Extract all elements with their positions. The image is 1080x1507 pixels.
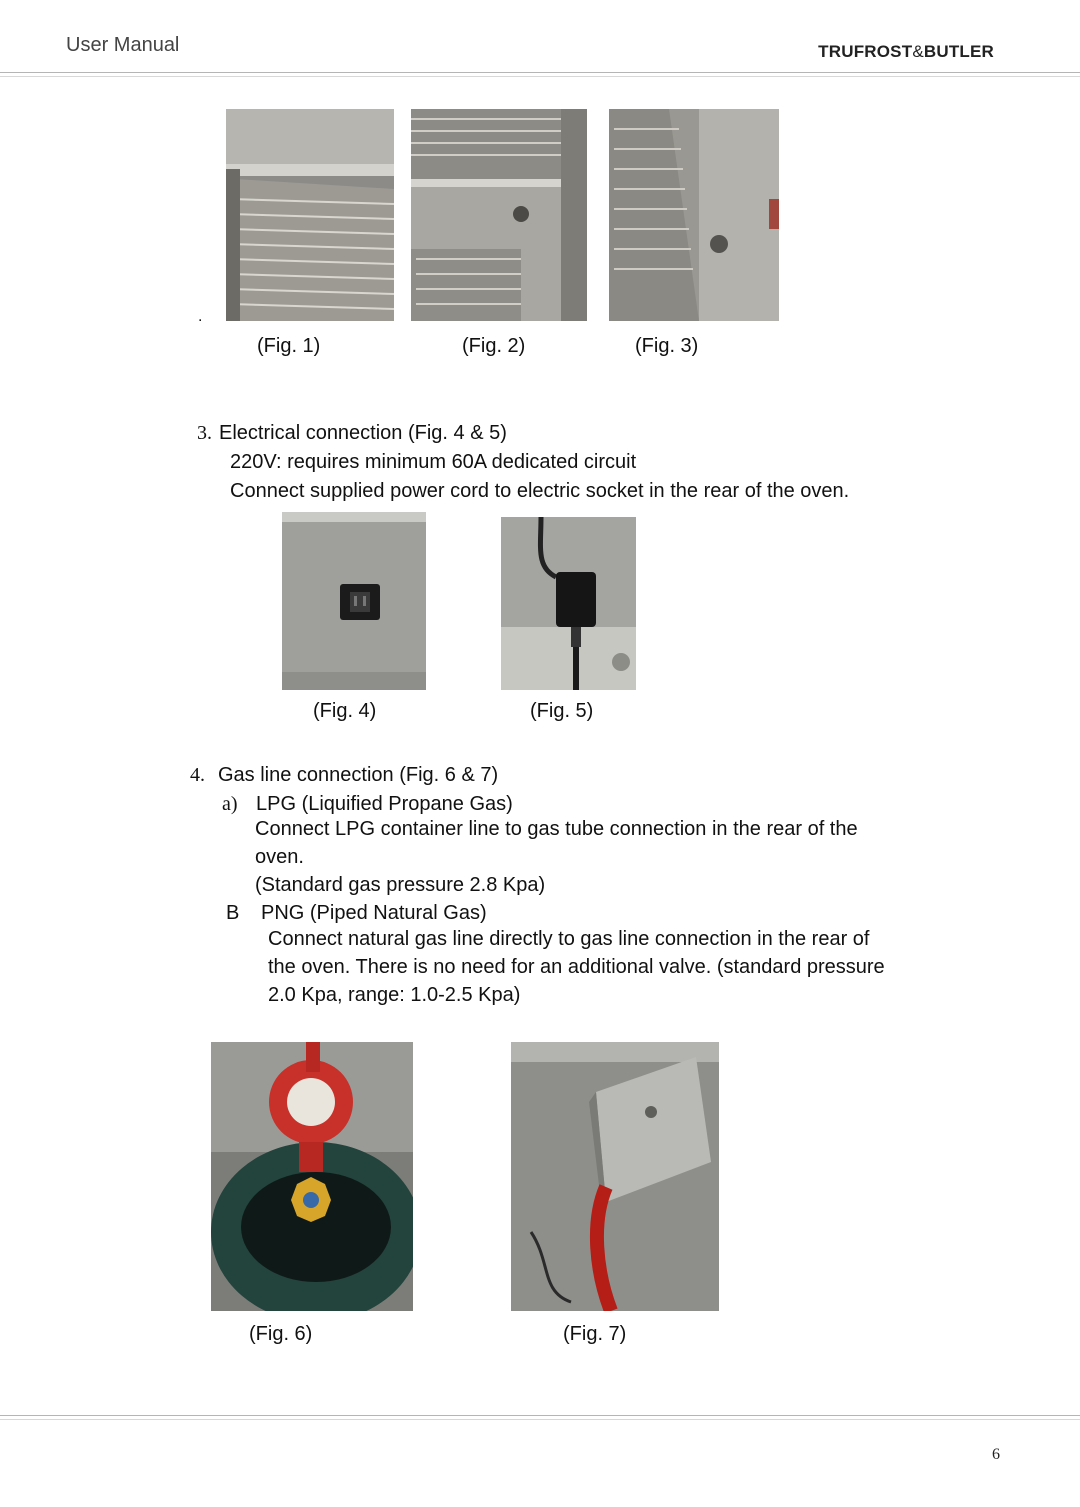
section-3-number: 3.: [197, 422, 212, 444]
section-4b-line1: Connect natural gas line directly to gas line connection in the rear of: [268, 928, 870, 950]
caption-fig3: (Fig. 3): [635, 335, 699, 357]
photo-power-cord-fig5: [501, 517, 636, 690]
brand-ampersand: &: [912, 42, 924, 61]
photo-gas-connection-fig7: [511, 1042, 719, 1311]
section-4a-marker: a): [222, 793, 238, 815]
section-4b-line2: the oven. There is no need for an additional valve. (standard pressure: [268, 956, 885, 978]
section-4a-title: LPG (Liquified Propane Gas): [256, 793, 513, 815]
section-4b-line3: 2.0 Kpa, range: 1.0-2.5 Kpa): [268, 984, 521, 1006]
section-4-title: Gas line connection (Fig. 6 & 7): [218, 764, 499, 786]
photo-conveyor-fig1: [226, 109, 394, 321]
footer-rule-thin: [0, 1419, 1080, 1420]
brand-name-a: TRUFROST: [818, 42, 913, 61]
stray-dot: .: [198, 308, 203, 325]
caption-fig1: (Fig. 1): [257, 335, 321, 357]
section-4b-title: PNG (Piped Natural Gas): [261, 902, 487, 924]
footer-rule: [0, 1415, 1080, 1416]
caption-fig4: (Fig. 4): [313, 700, 377, 722]
section-4a-line3: (Standard gas pressure 2.8 Kpa): [255, 874, 546, 896]
brand-name-b: BUTLER: [923, 42, 994, 61]
section-4a-line1: Connect LPG container line to gas tube connection in the rear of the: [255, 818, 858, 840]
page-number: 6: [992, 1446, 1000, 1463]
section-3-line2: Connect supplied power cord to electric socket in the rear of the oven.: [230, 480, 850, 502]
header-rule: [0, 72, 1080, 73]
section-4-number: 4.: [190, 764, 205, 786]
photo-conveyor-fig2: [411, 109, 587, 321]
brand-logo: [818, 42, 994, 62]
section-4a-line2: oven.: [255, 846, 304, 868]
caption-fig6: (Fig. 6): [249, 1323, 313, 1345]
header-rule-thin: [0, 76, 1080, 77]
section-3-line1: 220V: requires minimum 60A dedicated circuit: [230, 451, 637, 473]
section-4b-marker: B: [226, 902, 240, 924]
caption-fig7: (Fig. 7): [563, 1323, 627, 1345]
section-3-title: Electrical connection (Fig. 4 & 5): [219, 422, 507, 444]
photo-socket-fig4: [282, 512, 426, 690]
caption-fig5: (Fig. 5): [530, 700, 594, 722]
caption-fig2: (Fig. 2): [462, 335, 526, 357]
photo-conveyor-fig3: [609, 109, 779, 321]
photo-lpg-cylinder-fig6: [211, 1042, 413, 1311]
header-title: User Manual: [66, 34, 180, 56]
